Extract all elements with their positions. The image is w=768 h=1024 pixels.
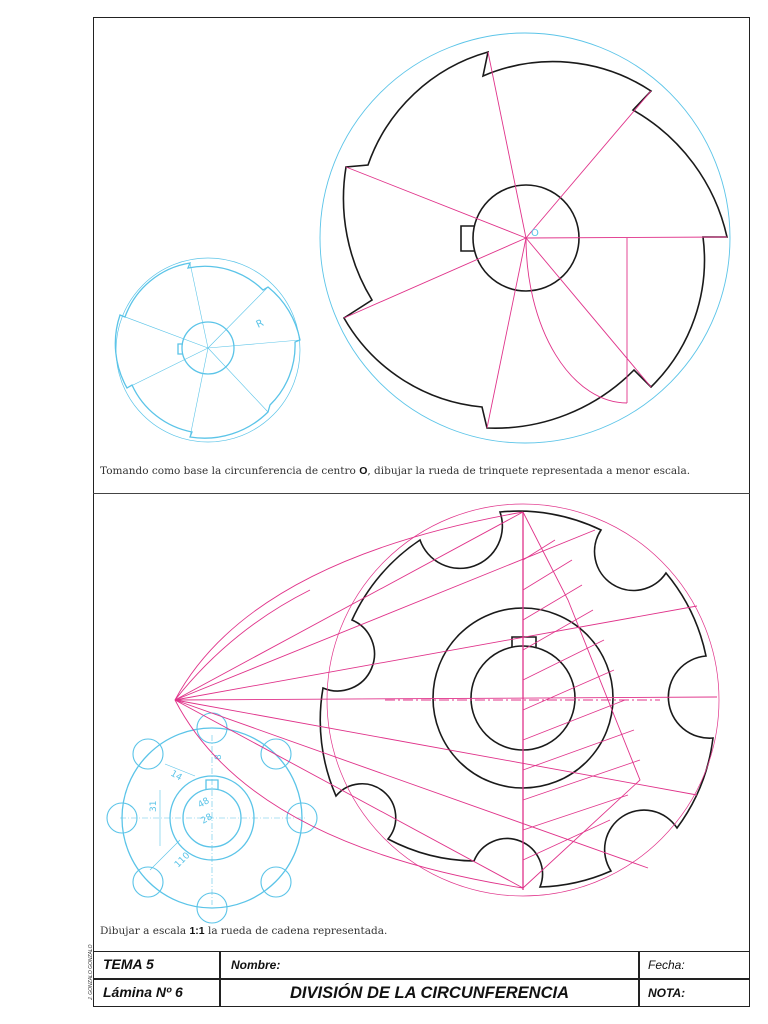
tema-cell [93, 951, 220, 979]
sheet-title: DIVISIÓN DE LA CIRCUNFERENCIA [290, 984, 569, 1002]
dim-48: 48 [196, 796, 212, 811]
exercise-1-instructions [100, 465, 690, 477]
dim-8: 8 [214, 754, 224, 760]
caption-1-rest: , dibujar la rueda de trinquete representada a menor escala. [367, 465, 691, 477]
caption-2-rest: la rueda de cadena representada. [204, 925, 388, 937]
lamina-label: Lámina Nº 6 [103, 984, 183, 1000]
nombre-label: Nombre: [231, 958, 281, 972]
ratchet-wheel-outline [343, 52, 727, 428]
caption-1-center: O [359, 465, 368, 477]
sheet-title-cell [220, 979, 639, 1007]
nota-label: NOTA: [648, 986, 686, 1000]
author-credit: J. GONZALO GONZALO [88, 944, 94, 1000]
title-block [93, 951, 750, 1007]
dim-14: 14 [168, 768, 184, 784]
caption-2-scale: 1:1 [189, 925, 205, 937]
caption-2-text: Dibujar a escala [100, 925, 190, 937]
caption-1-text: Tomando como base la circunferencia de centro [100, 465, 360, 477]
construction-lines-ex2 [175, 504, 719, 896]
dim-31: 31 [149, 800, 159, 812]
lamina-cell [93, 979, 220, 1007]
center-label: O [531, 228, 539, 239]
exercise-2-instructions [100, 925, 387, 937]
fecha-label: Fecha: [648, 958, 685, 972]
dim-110: 110 [173, 850, 193, 871]
dim-28: 28 [199, 812, 215, 827]
radius-label: R [254, 317, 266, 331]
reference-ratchet-wheel [115, 258, 300, 442]
fecha-cell [639, 951, 750, 979]
construction-lines-ex1 [344, 52, 727, 428]
tema-label: TEMA 5 [103, 956, 154, 972]
nota-cell [639, 979, 750, 1007]
nombre-cell [220, 951, 639, 979]
